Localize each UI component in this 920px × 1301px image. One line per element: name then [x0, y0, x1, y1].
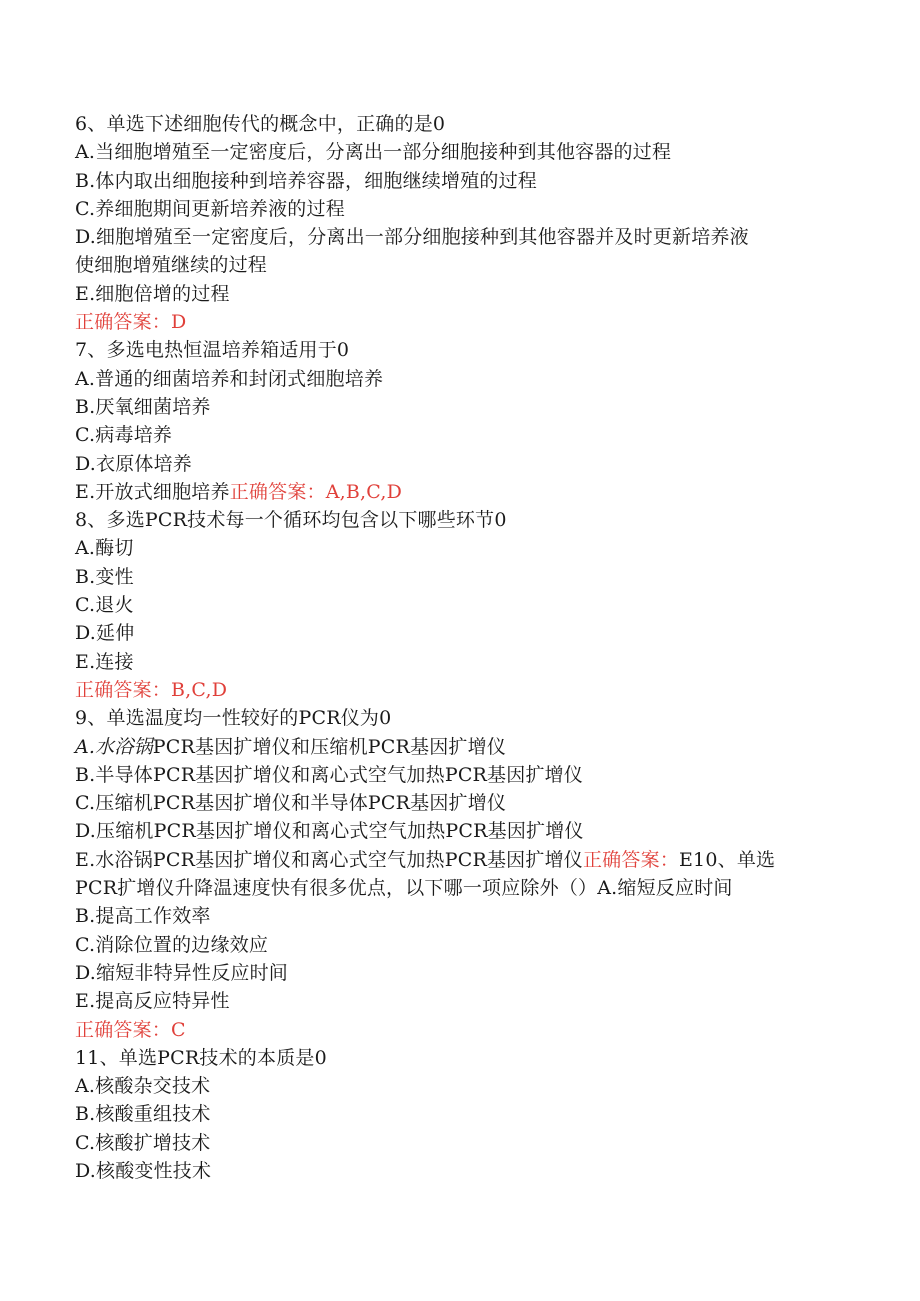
q6-option-b: B.体内取出细胞接种到培养容器，细胞继续增殖的过程: [75, 169, 538, 192]
q10-answer: 正确答案：C: [75, 1018, 186, 1041]
q11-title: 11、单选PCR技术的本质是0: [75, 1046, 327, 1069]
q6-option-d-line2: 使细胞增殖继续的过程: [75, 254, 268, 277]
q9-option-c: C.压缩机PCR基因扩增仪和半导体PCR基因扩增仪: [75, 792, 507, 815]
q9-title: 9、单选温度均一性较好的PCR仪为0: [75, 707, 392, 730]
q8-option-e: E.连接: [75, 650, 134, 673]
q10-option-b: B.提高工作效率: [75, 905, 211, 928]
q6-option-e: E.细胞倍增的过程: [75, 282, 230, 305]
q7-option-b: B.厌氧细菌培养: [75, 395, 211, 418]
q7-title: 7、多选电热恒温培养箱适用于0: [75, 339, 350, 362]
q10-option-e: E.提高反应特异性: [75, 990, 230, 1013]
q9-option-b: B.半导体PCR基因扩增仪和离心式空气加热PCR基因扩增仪: [75, 763, 584, 786]
q6-option-d-line1: D.细胞增殖至一定密度后，分离出一部分细胞接种到其他容器并及时更新培养液: [75, 226, 749, 249]
q9-option-d: D.压缩机PCR基因扩增仪和离心式空气加热PCR基因扩增仪: [75, 820, 584, 843]
q7-answer: 正确答案：A,B,C,D: [229, 480, 403, 503]
q6-answer: 正确答案：D: [75, 311, 187, 334]
q6-option-c: C.养细胞期间更新培养液的过程: [75, 197, 345, 220]
q8-option-c: C.退火: [75, 594, 134, 617]
document-page: [75, 110, 865, 1185]
q9-answer: 正确答案：: [582, 848, 679, 871]
q11-option-d: D.核酸变性技术: [75, 1159, 212, 1182]
q6-option-a: A.当细胞增殖至一定密度后，分离出一部分细胞接种到其他容器的过程: [75, 141, 672, 164]
q8-title: 8、多选PCR技术每一个循环均包含以下哪些环节0: [75, 509, 507, 532]
q11-option-a: A.核酸杂交技术: [75, 1075, 211, 1098]
q6-title: 6、单选下述细胞传代的概念中，正确的是0: [75, 113, 446, 135]
q7-option-c: C.病毒培养: [75, 424, 173, 447]
q8-answer: 正确答案：B,C,D: [75, 678, 228, 701]
q11-option-b: B.核酸重组技术: [75, 1103, 211, 1126]
q9-answer-tail: E10、单选: [678, 848, 776, 871]
q9-option-a-label: A.水浴锅: [75, 735, 153, 758]
q10-option-d: D.缩短非特异性反应时间: [75, 961, 288, 984]
q10-title: PCR扩增仪升降温速度快有很多优点，以下哪一项应除外（）A.缩短反应时间: [75, 877, 733, 900]
q8-option-b: B.变性: [75, 565, 134, 588]
q9-option-a-row: [75, 733, 865, 761]
q10-option-c: C.消除位置的边缘效应: [75, 933, 269, 956]
q9-option-a-text: PCR基因扩增仪和压缩机PCR基因扩增仪: [152, 735, 507, 758]
q7-option-e: E.开放式细胞培养: [75, 480, 230, 503]
q8-option-d: D.延伸: [75, 622, 135, 645]
q8-option-a: A.酶切: [75, 537, 134, 560]
q7-option-a: A.普通的细菌培养和封闭式细胞培养: [75, 367, 384, 390]
q7-option-d: D.衣原体培养: [75, 452, 192, 475]
q11-option-c: C.核酸扩增技术: [75, 1131, 211, 1154]
q9-option-e-row: [75, 846, 865, 874]
q9-option-e: E.水浴锅PCR基因扩增仪和离心式空气加热PCR基因扩增仪: [75, 848, 583, 871]
q7-option-e-row: [75, 478, 865, 506]
